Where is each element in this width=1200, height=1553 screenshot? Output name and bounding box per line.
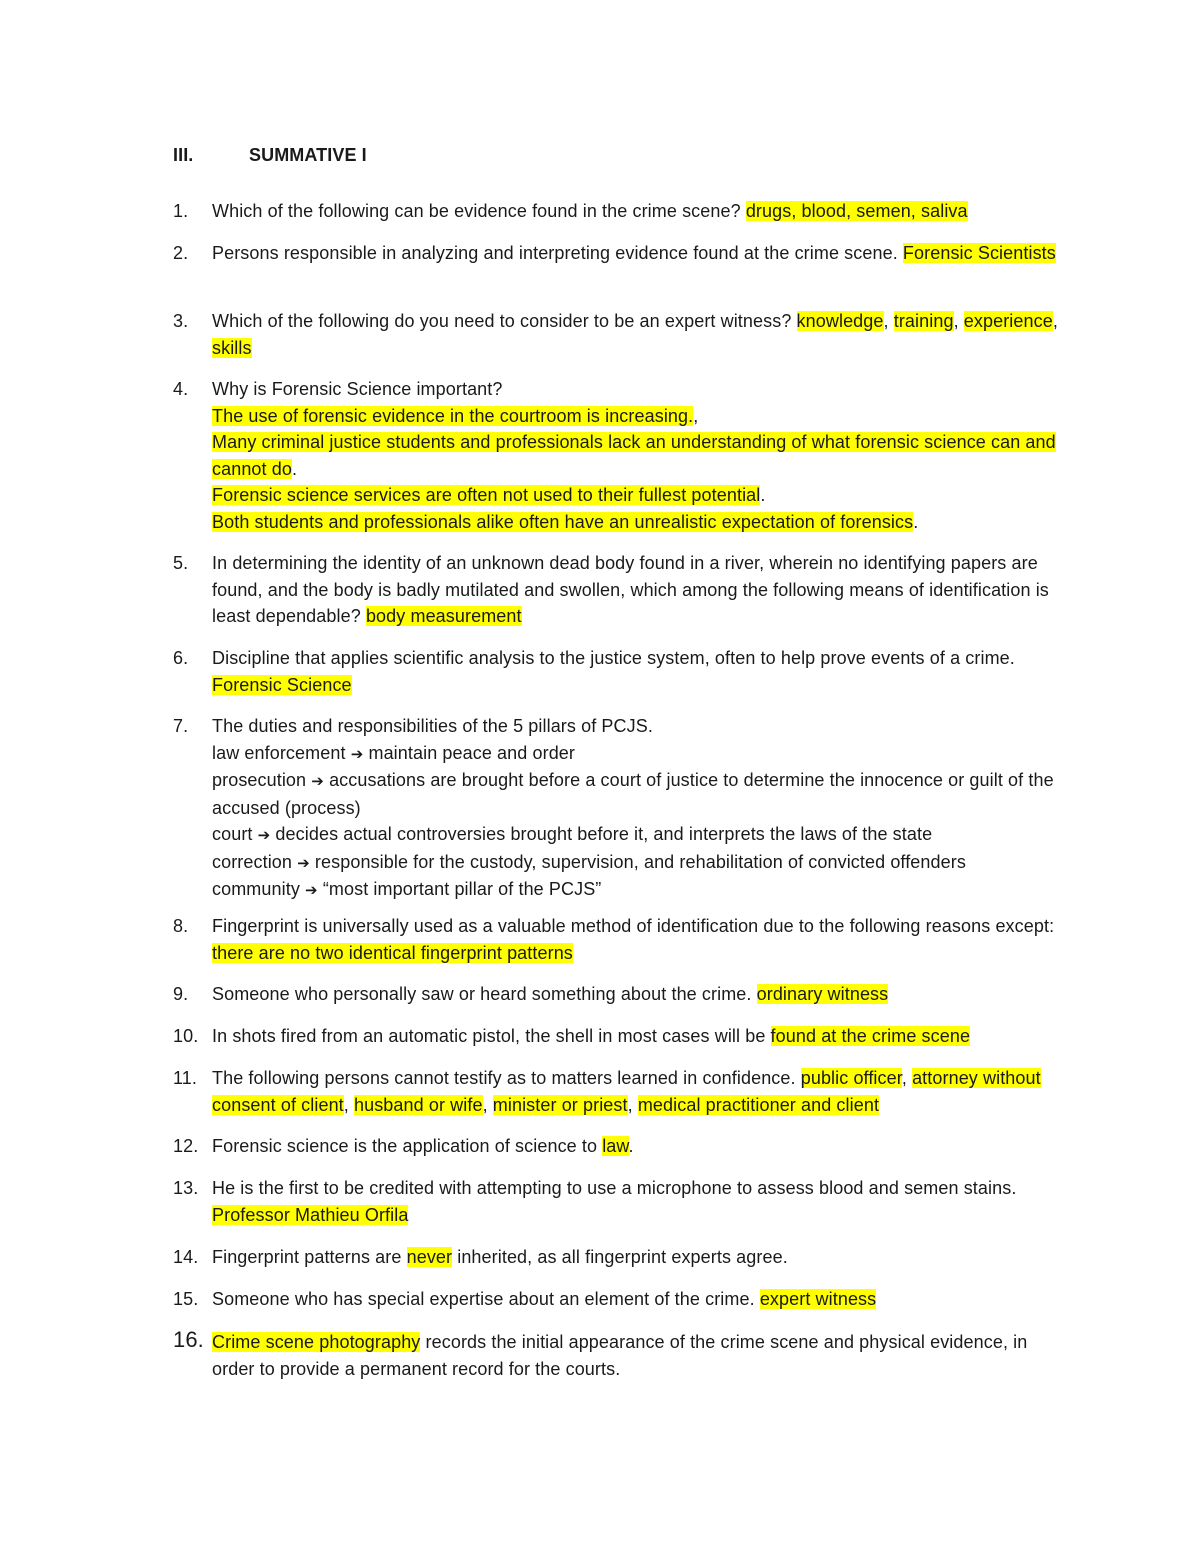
question-number: 8. [173, 916, 189, 936]
pillar-court [212, 821, 1073, 849]
answer-highlight: expert witness [759, 1289, 877, 1309]
answer-highlight: law [602, 1136, 629, 1156]
question-number: 13. [173, 1178, 199, 1198]
pillar-description: maintain peace and order [368, 742, 576, 763]
question-text: Someone who personally saw or heard something about the crime. [212, 984, 757, 1004]
question-text: In shots fired from an automatic pistol, the shell in most cases will be [212, 1026, 771, 1046]
question-text: Fingerprint patterns are [212, 1247, 407, 1267]
question-3: 3. Which of the following do you need to consider to be an expert witness? knowledge, training, experience, skills [173, 308, 1073, 361]
question-number: 6. [173, 648, 189, 668]
pillar-community [212, 876, 1073, 904]
answer-highlight: public officer [800, 1068, 902, 1088]
question-text: Discipline that applies scientific analysis to the justice system, often to help prove events of a crime. [212, 648, 1015, 668]
question-12: 12. Forensic science is the application of science to law. [173, 1133, 1073, 1160]
question-text: Forensic science is the application of science to [212, 1136, 603, 1156]
answer-highlight: Forensic Scientists [902, 243, 1056, 263]
question-16 [173, 1329, 1073, 1382]
answer-highlight: never [406, 1247, 453, 1267]
question-1 [173, 198, 1073, 225]
answer-highlight: drugs, blood, semen, saliva [745, 201, 968, 221]
answer-highlight: found at the crime scene [770, 1026, 971, 1046]
section-heading [173, 145, 367, 166]
question-text-end: inherited, as all fingerprint experts agree. [452, 1247, 788, 1267]
question-number: 11. [173, 1068, 197, 1088]
question-number: 16. [173, 1327, 204, 1352]
question-number: 2. [173, 243, 189, 263]
pillar-correction [212, 849, 1073, 877]
question-7 [173, 713, 1073, 904]
question-number: 3. [173, 311, 189, 331]
pillar-description: decides actual controversies brought before it, and interprets the laws of the state [275, 824, 933, 844]
answer-highlight: there are no two identical fingerprint patterns [212, 942, 573, 963]
pillar-description: accusations are brought before a court of justice to determine the innocence or guilt of the accused (process) [212, 770, 1054, 818]
question-text: Why is Forensic Science important? [212, 379, 503, 399]
question-6 [173, 645, 1073, 698]
question-text: In determining the identity of an unknown dead body found in a river, wherein no identifying papers are found, and the body is badly mutilated and swollen, which among the following means of identification is least dependable? [212, 553, 1049, 626]
arrow-right-icon: ➔ [305, 881, 318, 899]
answer-highlight: minister or priest [492, 1094, 628, 1115]
answer-highlight: medical practitioner and client [637, 1094, 880, 1115]
question-text: The duties and responsibilities of the 5 pillars of PCJS. [212, 716, 653, 736]
question-number: 4. [173, 379, 189, 399]
pillar-description: “most important pillar of the PCJS” [322, 879, 602, 899]
answer-highlight: Forensic science services are often not used to their fullest potential [212, 485, 761, 505]
answer-highlight: husband or wife [353, 1094, 483, 1115]
question-10 [173, 1023, 1073, 1050]
question-number: 9. [173, 984, 189, 1004]
answer-highlight: Forensic Science [212, 674, 352, 695]
answer-highlight: Crime scene photography [212, 1332, 421, 1352]
question-number: 1. [173, 201, 189, 221]
question-text: records the initial appearance of the crime scene and physical evidence, in order to provide a permanent record for the courts. [212, 1332, 1028, 1379]
question-number: 10. [173, 1026, 199, 1046]
pillar-name: law enforcement [212, 742, 346, 763]
answer-highlight: Both students and professionals alike often have an unrealistic expectation of forensics [212, 511, 914, 532]
answer-highlight: experience [963, 311, 1053, 331]
question-text: The following persons cannot testify as to matters learned in confidence. [212, 1068, 801, 1088]
question-number: 15. [173, 1289, 199, 1309]
pillar-prosecution [212, 767, 1073, 821]
answer-highlight: ordinary witness [756, 984, 889, 1004]
pillar-law-enforcement [212, 740, 1073, 768]
question-text: He is the first to be credited with attempting to use a microphone to assess blood and semen stains. [212, 1178, 1017, 1198]
answer-highlight: Professor Mathieu Orfila [212, 1204, 409, 1225]
pillar-name: correction [212, 851, 293, 872]
answer-highlight: training [893, 311, 954, 331]
question-14 [173, 1244, 1073, 1271]
question-15 [173, 1286, 1073, 1313]
question-9 [173, 981, 1073, 1008]
question-number: 7. [173, 716, 189, 736]
answer-highlight: skills [212, 337, 252, 358]
question-number: 14. [173, 1247, 199, 1267]
pillar-name: court [212, 824, 253, 844]
answer-highlight: knowledge [796, 311, 884, 331]
question-text: Fingerprint is universally used as a valuable method of identification due to the following reasons except: [212, 916, 1055, 936]
pillar-description: responsible for the custody, supervision, and rehabilitation of convicted offenders [314, 851, 966, 872]
question-text: Which of the following do you need to consider to be an expert witness? [212, 311, 797, 331]
question-4: 4. Why is Forensic Science important? The use of forensic evidence in the courtroom is increasing., Many criminal justice students and professionals lack an understanding of what forensic science can and cannot do. Forensic science services are often not used to their fullest potential. Both students and professionals alike often have an unrealistic expectation of forensics. [173, 376, 1073, 535]
arrow-right-icon: ➔ [311, 772, 324, 790]
question-text: Persons responsible in analyzing and interpreting evidence found at the crime scene. [212, 243, 903, 263]
question-5 [173, 550, 1073, 630]
pillar-name: prosecution [212, 770, 307, 790]
answer-highlight: body measurement [365, 606, 522, 626]
answer-highlight: Many criminal justice students and professionals lack an understanding of what forensic science can and cannot do [212, 432, 1056, 479]
answer-highlight: The use of forensic evidence in the courtroom is increasing. [212, 405, 694, 426]
arrow-right-icon: ➔ [257, 826, 271, 844]
section-title: SUMMATIVE I [249, 145, 367, 165]
question-11: 11. The following persons cannot testify as to matters learned in confidence. public officer, attorney without consent of client, husband or wife, minister or priest, medical practitioner and client [173, 1065, 1073, 1118]
section-number: III. [173, 145, 194, 165]
question-text: Which of the following can be evidence found in the crime scene? [212, 201, 746, 221]
question-number: 12. [173, 1136, 199, 1156]
question-2 [173, 240, 1073, 267]
question-number: 5. [173, 553, 189, 573]
answer-highlight: attorney without consent of client [212, 1068, 1041, 1115]
question-13 [173, 1175, 1073, 1228]
question-8 [173, 913, 1073, 966]
pillar-name: community [212, 879, 300, 899]
arrow-right-icon: ➔ [297, 853, 310, 872]
arrow-right-icon: ➔ [350, 744, 364, 763]
question-text: Someone who has special expertise about an element of the crime. [212, 1289, 760, 1309]
